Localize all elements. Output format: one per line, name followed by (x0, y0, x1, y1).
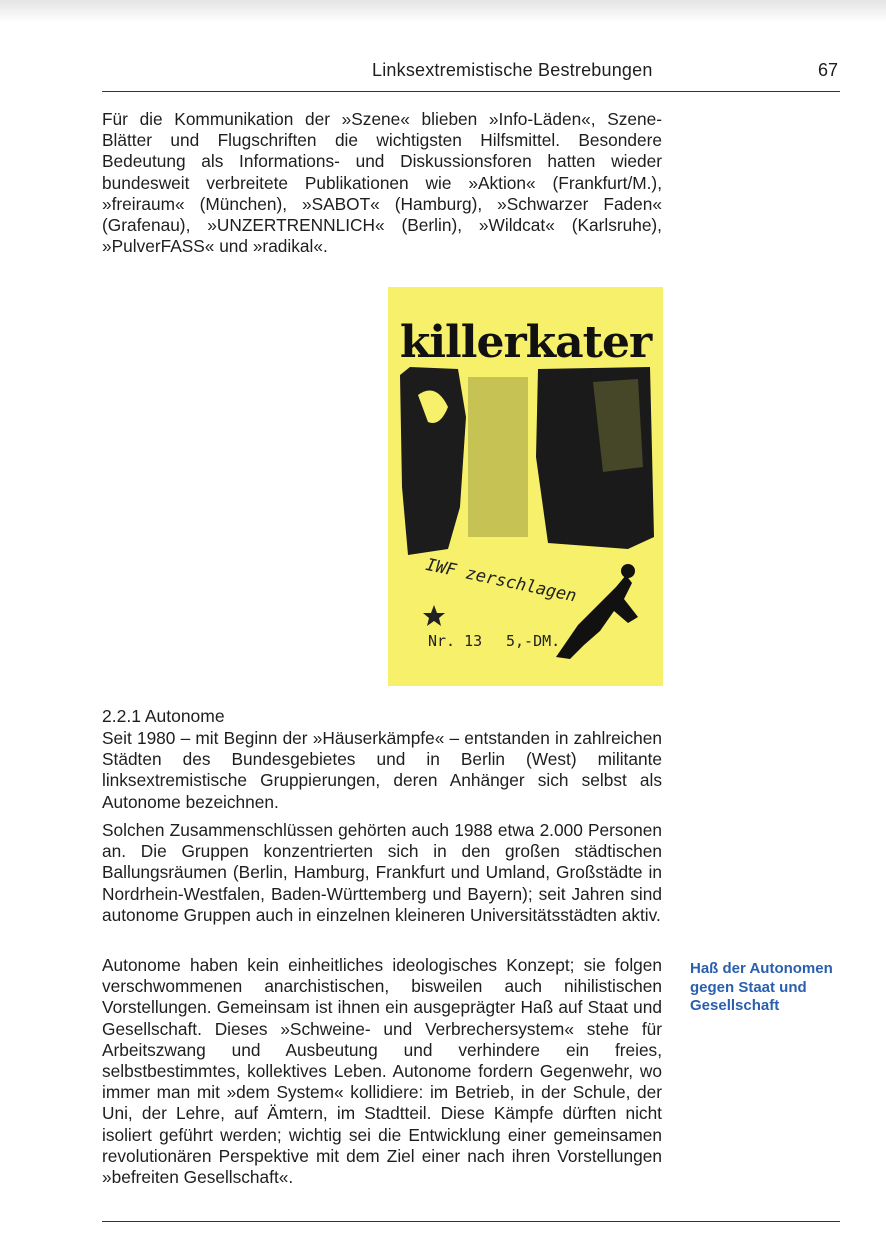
cover-hatch-center (468, 377, 528, 537)
margin-note: Haß der Autonomen gegen Staat und Gesellschaft (690, 960, 833, 1014)
intro-paragraph: Für die Kommunikation der »Szene« blieben »Info-Läden«, Szene-Blätter und Flugschriften die wichtigsten Hilfsmittel. Besondere Bedeutung als Informations- und Diskussionsforen hatten wieder bundesweit verbreitete Publikationen wie »Aktion« (Frankfurt/M.), »freiraum« (München), »SABOT« (Hamburg), »Schwarzer Faden« (Grafenau), »UNZERTRENNLICH« (Berlin), »Wildcat« (Karlsruhe), »PulverFASS« und »radikal«. (102, 109, 662, 257)
section-paragraph: Solchen Zusammenschlüssen gehörten auch 1988 etwa 2.000 Personen an. Die Gruppen konzentrierten sich in den großen städtischen Ballungsräumen (Berlin, Hamburg, Frankfurt und Umland, Großstädte in Nordrhein-Westfalen, Baden-Württemberg und Bayern); seit Jahren sind autonome Gruppen auch in einzelnen kleineren Universitätsstädten aktiv. (102, 820, 662, 925)
cover-star-icon (423, 605, 445, 626)
cover-cat-head (621, 564, 635, 578)
cover-issue-number: Nr. 13 (428, 632, 483, 650)
running-header: Linksextremistische Bestrebungen (372, 60, 653, 80)
section-paragraph: Autonome haben kein einheitliches ideologisches Konzept; sie folgen verschwommenen anarchistischen, bisweilen auch nihilistischen Vorstellungen. Gemeinsam ist ihnen ein ausgeprägter Haß auf Staat und Gesellschaft. Dieses »Schweine- und Verbrechersystem« stehe für Arbeitszwang und Ausbeutung und verhindere ein freies, selbstbestimmtes, kollektives Leben. Autonome fordern Gegenwehr, wo immer man mit »dem System« kollidiere: im Betrieb, in der Schule, der Uni, der Lehre, auf Ämtern, im Stadtteil. Diese Kämpfe dürften nicht isoliert geführt werden; wichtig sei die Entwicklung einer gemeinsamen revolutionären Perspektive mit dem Ziel einer nach ihren Vorstellungen »befreiten Gesellschaft«. (102, 955, 662, 1188)
section-heading: 2.2.1 Autonome (102, 706, 225, 726)
magazine-cover-image (388, 287, 663, 686)
page-top-edge (0, 0, 886, 22)
cover-title: killerkater (399, 317, 652, 368)
section-paragraph: Seit 1980 – mit Beginn der »Häuserkämpfe« – entstanden in zahlreichen Städten des Bundesgebietes und in Berlin (West) militante linksextremistische Gruppierungen, deren Anhänger sich selbst als Autonome bezeichnen. (102, 728, 662, 812)
header-divider (102, 91, 840, 92)
cover-slogan: IWF zerschlagen (423, 555, 579, 607)
footer-divider (102, 1221, 840, 1222)
cover-price: 5,-DM. (506, 632, 561, 650)
page-number: 67 (817, 60, 838, 80)
